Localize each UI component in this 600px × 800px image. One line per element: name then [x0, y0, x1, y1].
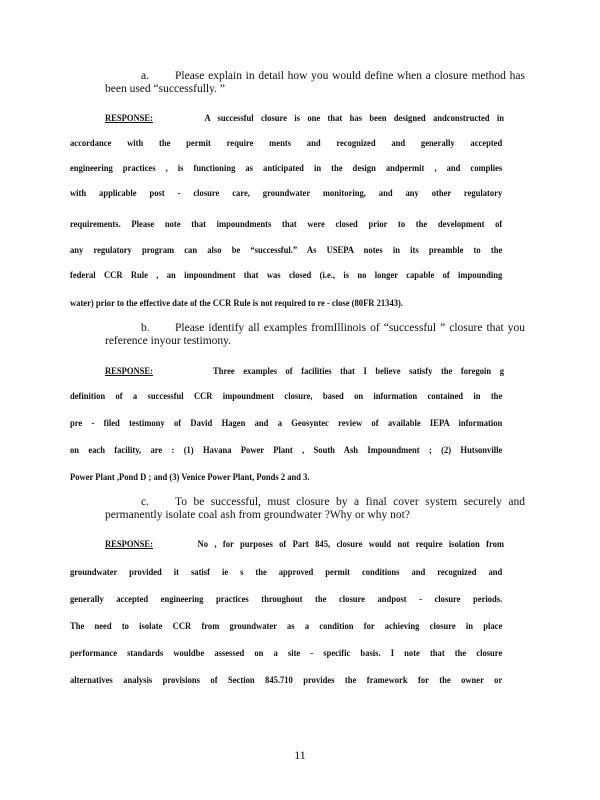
question-b — [105, 322, 525, 348]
question-a — [105, 70, 525, 96]
response-label: RESPONSE: — [105, 539, 153, 549]
response-a-line: federal CCR Rule , an impoundment that was closed (i.e., is no longer capable of impounding — [70, 270, 503, 280]
question-label: b. — [141, 322, 150, 334]
response-b-line: on each facility, are : (1) Havana Power Plant , South Ash Impoundment ; (2) Hutsonville — [70, 445, 503, 455]
response-a-line: RESPONSE: A successful closure is one that has been designed andconstructed in — [105, 113, 505, 123]
response-c-line: generally accepted engineering practices throughout the closure andpost - closure periods. — [70, 594, 503, 604]
response-b-line: RESPONSE: Three examples of facilities that I believe satisfy the foregoin g — [105, 366, 505, 376]
question-text: Please identify all examples fromIllinois of “successful ” closure that you reference inyour testimony. — [105, 322, 525, 347]
response-a-line: any regulatory program can also be “successful.” As USEPA notes in its preamble to the — [70, 245, 503, 255]
response-label: RESPONSE: — [105, 366, 153, 376]
page-number: 11 — [294, 748, 306, 762]
response-b-line: pre - filed testimony of David Hagen and a Geosyntec review of available IEPA information — [70, 418, 503, 428]
response-label: RESPONSE: — [105, 113, 153, 123]
response-a-line: water) prior to the effective date of the CCR Rule is not required to re - close (80FR 21343). — [70, 298, 403, 308]
response-a-line: with applicable post - closure care, groundwater monitoring, and any other regulatory — [70, 188, 503, 198]
response-c-line: performance standards wouldbe assessed on a site - specific basis. I note that the closure — [70, 648, 503, 658]
question-c — [105, 496, 525, 522]
response-a-line: accordance with the permit require ments and recognized and generally accepted — [70, 138, 503, 148]
response-b-line: Power Plant ,Pond D ; and (3) Venice Power Plant, Ponds 2 and 3. — [70, 472, 310, 482]
response-c-line: The need to isolate CCR from groundwater as a condition for achieving closure in place — [70, 621, 503, 631]
question-label: c. — [141, 496, 149, 508]
response-b-line: definition of a successful CCR impoundment closure, based on information contained in the — [70, 391, 503, 401]
response-c-line: groundwater provided it satisf ie s the approved permit conditions and recognized and — [70, 567, 503, 577]
question-text: Please explain in detail how you would define when a closure method has been used “successfully. ” — [105, 70, 525, 95]
response-a-line: engineering practices , is functioning as anticipated in the design andpermit , and complies — [70, 163, 503, 173]
question-label: a. — [141, 70, 149, 82]
response-c-line: RESPONSE: No , for purposes of Part 845, closure would not require isolation from — [105, 539, 504, 549]
response-c-line: alternatives analysis provisions of Section 845.710 provides the framework for the owner or — [70, 675, 503, 685]
response-a-line: requirements. Please note that impoundments that were closed prior to the development of — [70, 219, 503, 229]
question-text: To be successful, must closure by a final cover system securely and permanently isolate coal ash from groundwater ?Why or why not? — [105, 496, 525, 521]
